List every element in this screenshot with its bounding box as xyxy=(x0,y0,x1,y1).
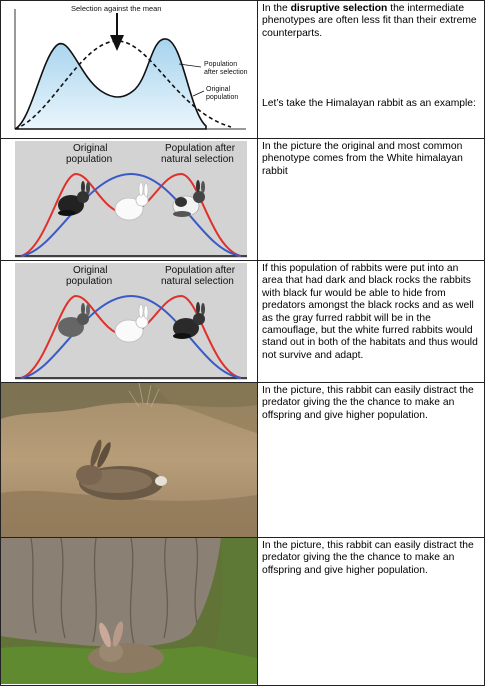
disruptive-selection-diagram xyxy=(1,1,257,138)
rabbit-population-diagram-1 xyxy=(1,139,257,260)
table-row xyxy=(1,538,485,686)
label-after-line1: Population after xyxy=(165,265,236,276)
text-cell-2 xyxy=(258,139,485,261)
label-original-line1: Original xyxy=(73,143,108,154)
diagram-cell-disruptive xyxy=(1,1,258,139)
text-cell-1 xyxy=(258,1,485,139)
paragraph-example: Let’s take the Himalayan rabbit as an example: xyxy=(262,98,476,110)
text-pre: In the xyxy=(262,3,291,14)
rabbit-population-diagram-2 xyxy=(1,261,257,382)
text-cell-4 xyxy=(258,383,485,538)
text-cell-3 xyxy=(258,261,485,383)
photo-cell-2 xyxy=(1,538,258,686)
label-original-line2: population xyxy=(66,154,113,165)
label-after-line2: after selection xyxy=(204,69,248,76)
paragraph-disruptive xyxy=(262,3,480,111)
table-row xyxy=(1,261,485,383)
paragraph-original-phenotype: In the picture the original and most common phenotype comes from the White himalayan rabbit xyxy=(262,141,466,177)
original-label-pointer xyxy=(193,91,204,96)
table-row xyxy=(1,1,485,139)
label-original-line2: population xyxy=(66,276,113,287)
label-after-line2: natural selection xyxy=(161,276,234,287)
label-original-line1: Original xyxy=(73,265,108,276)
photo-cell-1 xyxy=(1,383,258,538)
rabbit-photo-sand xyxy=(1,383,257,537)
label-after-line1: Population after xyxy=(165,143,236,154)
population-after-selection-area xyxy=(15,39,206,129)
label-after-line2: natural selection xyxy=(161,154,234,165)
text-bold-term: disruptive selection xyxy=(290,3,388,14)
label-original-line1: Original xyxy=(206,86,231,93)
paragraph-photo-1: In the picture, this rabbit can easily distract the predator giving the the chance to make an offspring and give higher population. xyxy=(262,385,477,421)
paragraph-camouflage: If this population of rabbits were put into an area that had dark and black rocks the rabbits with black fur would be able to hide from predators amongst the black rocks and as well as the gray furred rabbit will be in the camouflage, but the white furred rabbits would stand out in both of the habitats and thus would not survive and adapt. xyxy=(262,263,481,361)
selection-arrow-head xyxy=(110,35,124,51)
text-cell-5 xyxy=(258,538,485,686)
diagram-cell-rabbits-2 xyxy=(1,261,258,383)
diagram-cell-rabbits-1 xyxy=(1,139,258,261)
paragraph-photo-2: In the picture, this rabbit can easily distract the predator giving the the chance to make an offspring and give higher population. xyxy=(262,540,477,576)
rabbit-photo-tree xyxy=(1,538,257,684)
table-row xyxy=(1,139,485,261)
label-original-line2: population xyxy=(206,94,239,101)
label-after-line1: Population xyxy=(204,61,238,68)
text-post: the intermediate phenotypes are often less fit than their extreme counterparts. xyxy=(262,3,480,39)
diagram-title: Selection against the mean xyxy=(71,4,162,13)
table-row xyxy=(1,383,485,538)
